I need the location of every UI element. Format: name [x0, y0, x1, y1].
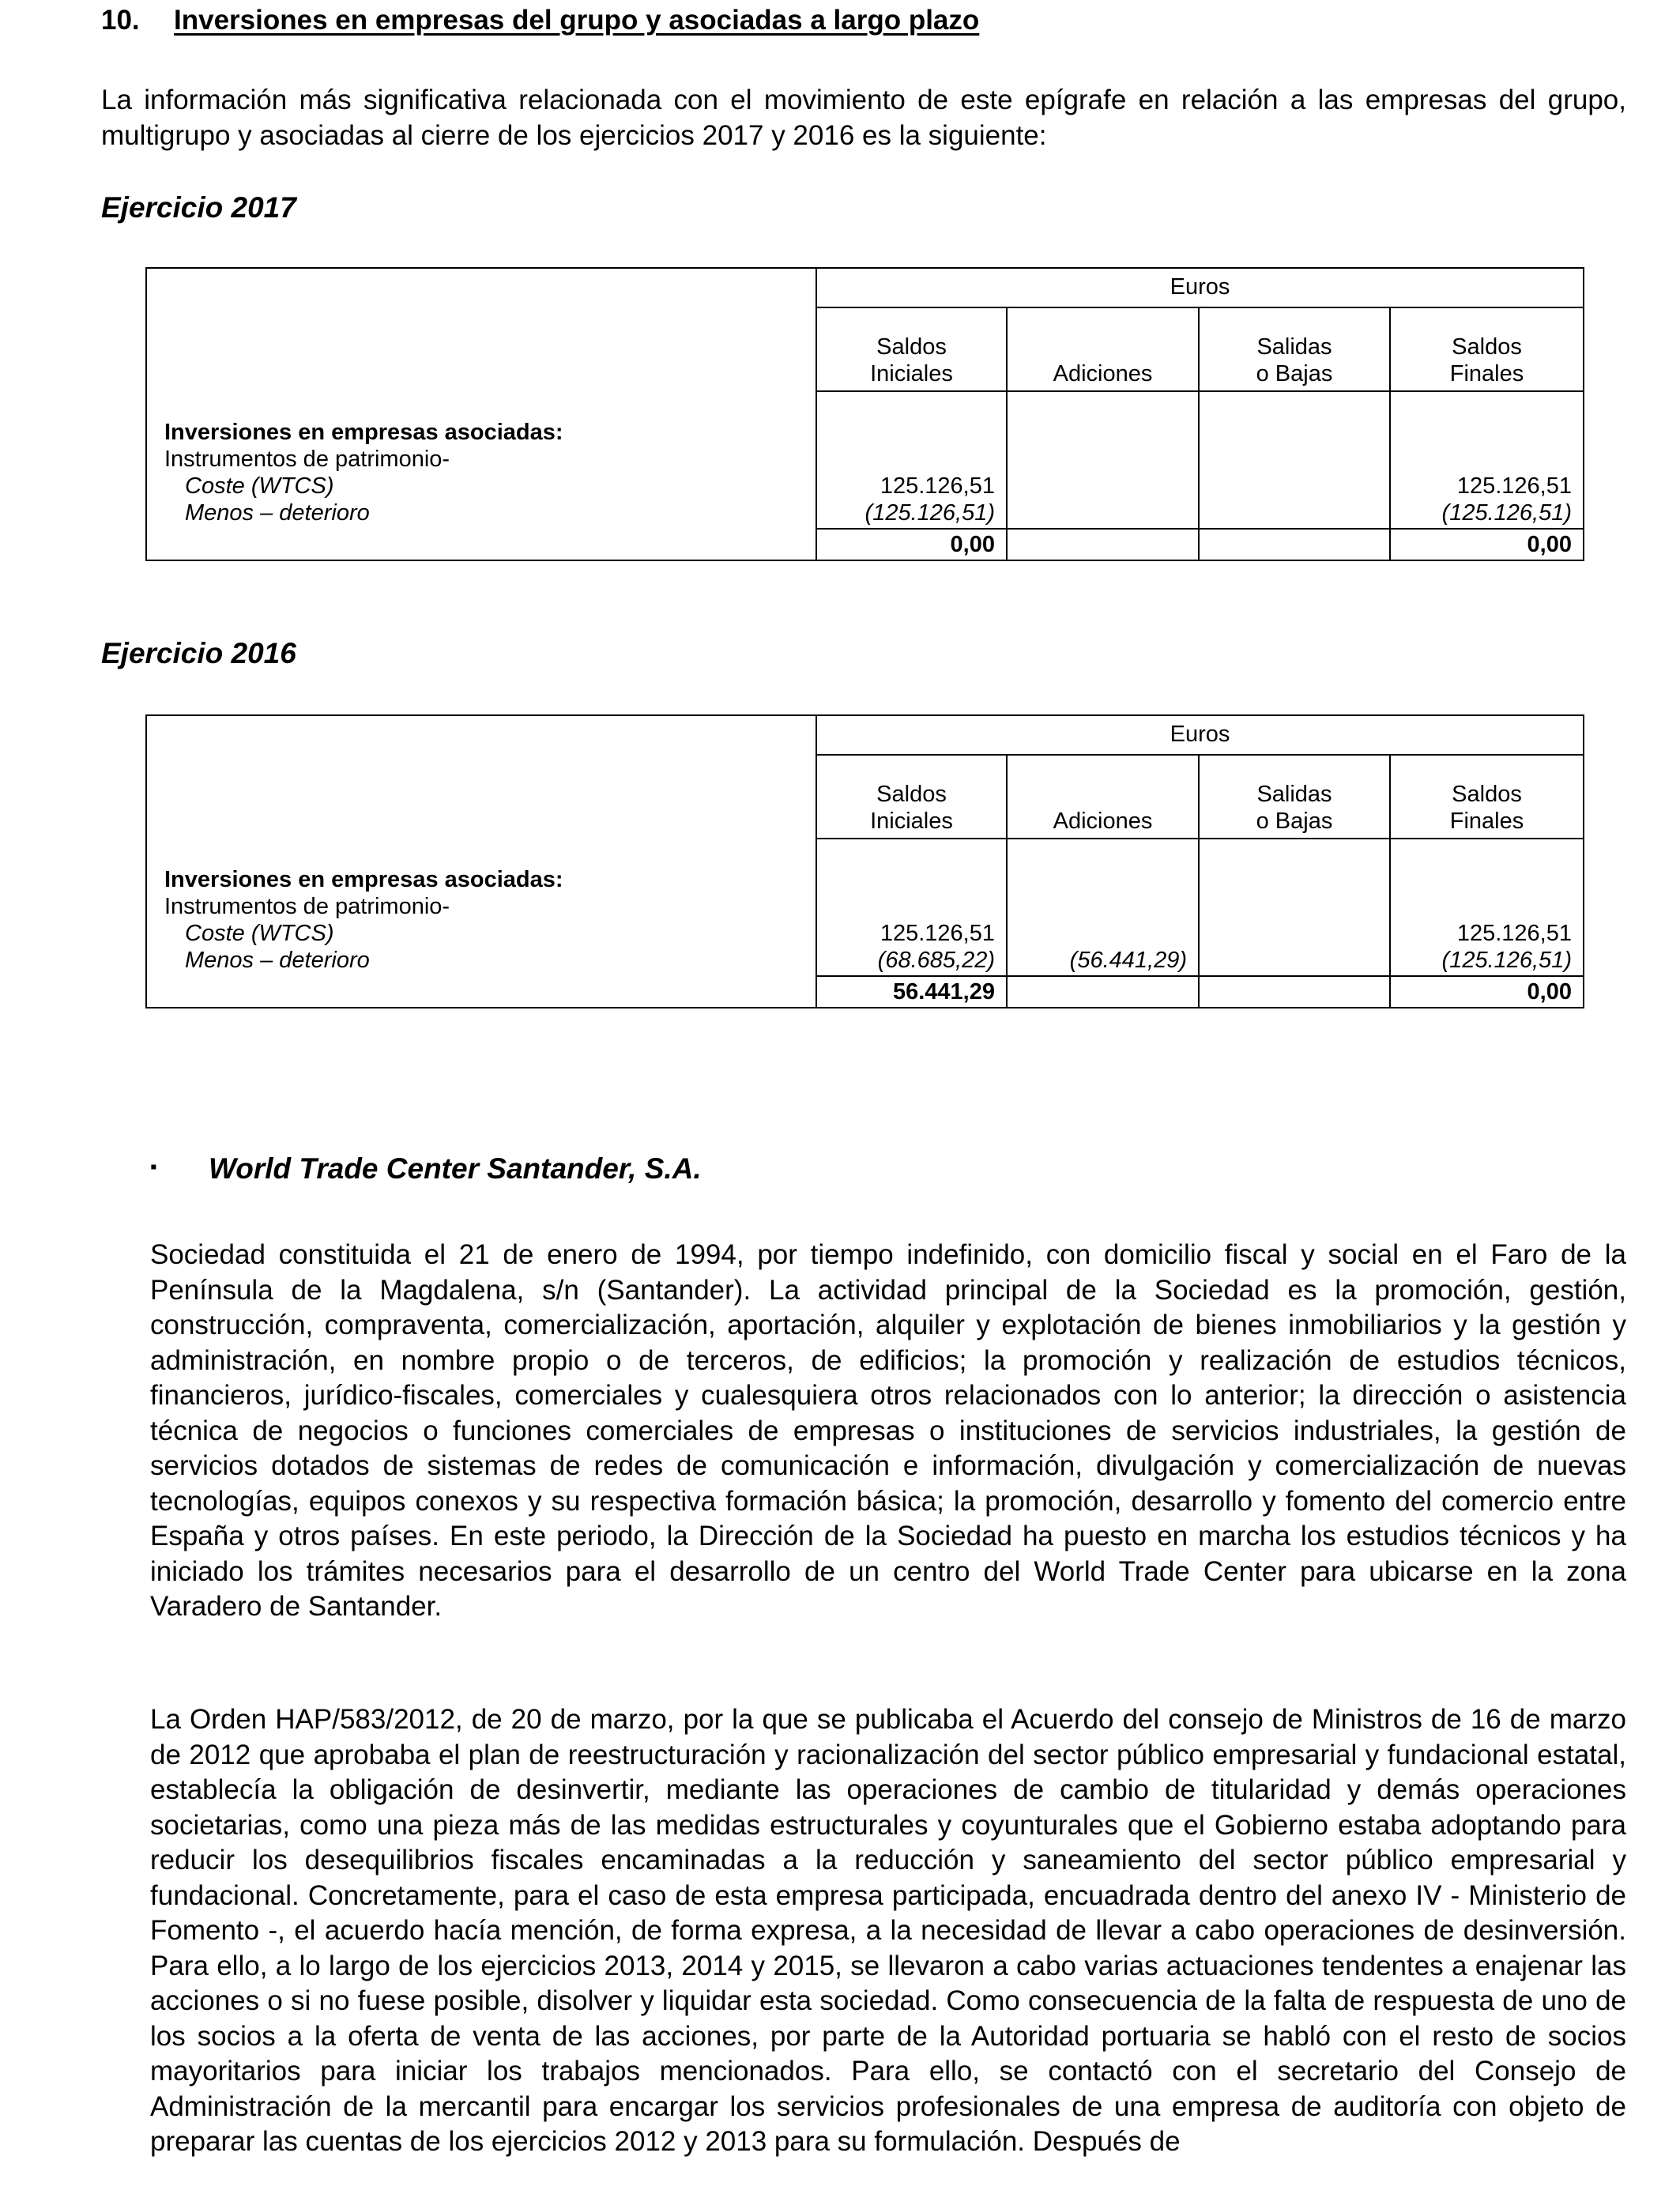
subgroup-label: Instrumentos de patrimonio- [164, 894, 450, 919]
section-number: 10. [101, 5, 140, 36]
col-header-salidas-l1: Salidas [1256, 782, 1332, 807]
col-header-adiciones: Adiciones [1053, 809, 1153, 834]
bullet-square-icon: ▪ [150, 1156, 157, 1178]
cell-deterioro-adiciones: (56.441,29) [1069, 948, 1187, 973]
company-bullet [150, 1152, 702, 1186]
col-header-saldos-finales-l2: Finales [1449, 809, 1524, 834]
subgroup-label: Instrumentos de patrimonio- [164, 447, 450, 472]
currency-header: Euros [1170, 274, 1230, 300]
movement-table-2016 [145, 714, 1584, 1008]
company-description-paragraph: Sociedad constituida el 21 de enero de 1994, por tiempo indefinido, con domicilio fiscal y social en el Faro de la Península de la Magdalena, s/n (Santander). La actividad principal de la Sociedad es la promoción, gestión, construcción, compraventa, comercialización, aportación, alquiler y explotación de bienes inmobiliarios y la gestión y administración, en nombre propio o de terceros, de edificios; la promoción y realización de estudios técnicos, financieros, jurídico-fiscales, comerciales y cualesquiera otros relacionados con lo anterior; la dirección o asistencia técnica de negocios o funciones comerciales de empresas o instituciones de servicios industriales, la gestión de servicios dotados de sistemas de redes de comunicación e información, divulgación y comercialización de nuevas tecnologías, equipos conexos y su respectiva formación básica; la promoción, desarrollo y fomento del comercio entre España y otros países. En este periodo, la Dirección de la Sociedad ha puesto en marcha los estudios técnicos y ha iniciado los trámites necesarios para el desarrollo de un centro del World Trade Center para ubicarse en la zona Varadero de Santander. [150, 1239, 1626, 1622]
col-header-saldos-finales-l1: Saldos [1452, 782, 1522, 807]
group-label: Inversiones en empresas asociadas: [164, 420, 563, 445]
table-title-2016: Ejercicio 2016 [101, 637, 296, 669]
currency-header: Euros [1170, 722, 1230, 747]
cell-deterioro-finales: (125.126,51) [1441, 500, 1572, 526]
col-header-salidas-l2: o Bajas [1256, 809, 1333, 834]
section-title-text: Inversiones en empresas del grupo y asociadas a largo plazo [174, 5, 980, 36]
col-header-saldos-iniciales-l2: Iniciales [870, 361, 953, 386]
col-header-saldos-finales-l1: Saldos [1452, 334, 1522, 360]
total-iniciales: 0,00 [950, 532, 995, 557]
row-label-coste: Coste (WTCS) [185, 921, 334, 946]
col-header-saldos-iniciales-l2: Iniciales [870, 809, 953, 834]
cell-deterioro-iniciales: (125.126,51) [864, 500, 995, 526]
cell-deterioro-finales: (125.126,51) [1441, 948, 1572, 973]
total-finales: 0,00 [1527, 532, 1572, 557]
row-label-deterioro: Menos – deterioro [185, 500, 370, 526]
intro-paragraph: La información más significativa relacionada con el movimiento de este epígrafe en relación a las empresas del grupo, multigrupo y asociadas al cierre de los ejercicios 2017 y 2016 es la siguiente: [101, 85, 1626, 151]
cell-coste-finales: 125.126,51 [1456, 473, 1572, 499]
group-label: Inversiones en empresas asociadas: [164, 867, 563, 892]
col-header-salidas-l1: Salidas [1256, 334, 1332, 360]
col-header-saldos-finales-l2: Finales [1449, 361, 1524, 386]
movement-table-2017 [145, 267, 1584, 561]
col-header-saldos-iniciales-l1: Saldos [876, 334, 947, 360]
divestment-paragraph: La Orden HAP/583/2012, de 20 de marzo, por la que se publicaba el Acuerdo del consejo de Ministros de 16 de marzo de 2012 que aprobaba el plan de reestructuración y racionalización del sector público empresarial y fundacional estatal, establecía la obligación de desinvertir, mediante las operaciones de cambio de titularidad y demás operaciones societarias, como una pieza más de las medidas estructurales y coyunturales que el Gobierno estaba adoptando para reducir los desequilibrios fiscales encaminadas a la reducción y saneamiento del sector público empresarial y fundacional. Concretamente, para el caso de esta empresa participada, encuadrada dentro del anexo IV - Ministerio de Fomento -, el acuerdo hacía mención, de forma expresa, a la necesidad de llevar a cabo operaciones de desinversión. Para ello, a lo largo de los ejercicios 2013, 2014 y 2015, se llevaron a cabo varias actuaciones tendentes a enajenar las acciones o si no fuese posible, disolver y liquidar esta sociedad. Como consecuencia de la falta de respuesta de uno de los socios a la oferta de venta de las acciones, por parte de la Autoridad portuaria se habló con el resto de socios mayoritarios para iniciar los trabajos mencionados. Para ello, se contactó con el secretario del Consejo de Administración de la mercantil para encargar los servicios profesionales de una empresa de auditoría con objeto de preparar las cuentas de los ejercicios 2012 y 2013 para su formulación. Después de [150, 1704, 1626, 2157]
company-name: World Trade Center Santander, S.A. [209, 1152, 702, 1185]
row-label-deterioro: Menos – deterioro [185, 948, 370, 973]
col-header-saldos-iniciales-l1: Saldos [876, 782, 947, 807]
cell-coste-iniciales: 125.126,51 [880, 473, 995, 499]
cell-deterioro-iniciales: (68.685,22) [877, 948, 995, 973]
row-label-coste: Coste (WTCS) [185, 473, 334, 499]
col-header-adiciones: Adiciones [1053, 361, 1153, 386]
cell-coste-iniciales: 125.126,51 [880, 921, 995, 946]
total-iniciales: 56.441,29 [892, 979, 995, 1005]
cell-coste-finales: 125.126,51 [1456, 921, 1572, 946]
table-title-2017: Ejercicio 2017 [101, 191, 296, 224]
section-heading [101, 5, 979, 36]
col-header-salidas-l2: o Bajas [1256, 361, 1333, 386]
total-finales: 0,00 [1527, 979, 1572, 1005]
